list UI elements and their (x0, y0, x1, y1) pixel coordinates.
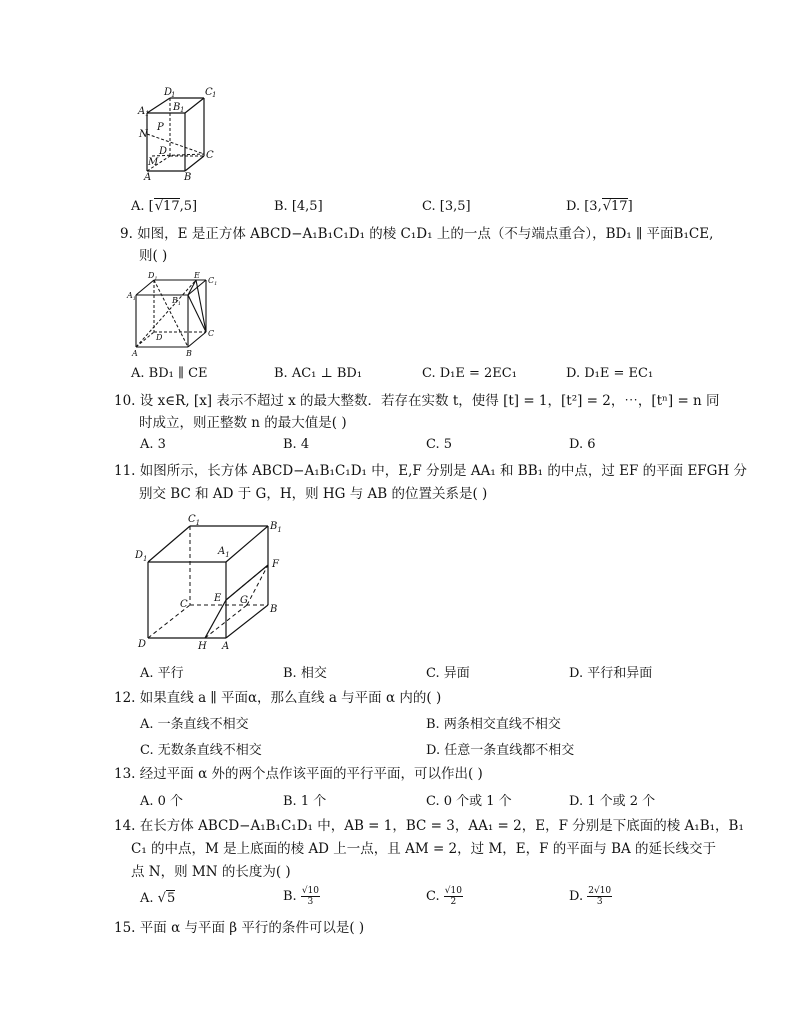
q9-option-d[interactable]: D. D₁E = EC₁ (566, 366, 654, 381)
svg-text:G: G (240, 595, 248, 606)
svg-text:A1: $A_1$ (218, 546, 230, 559)
svg-text:E: E (194, 271, 200, 280)
q8-label-A: A (144, 172, 152, 181)
q11-stem-line2: 别交 BC 和 AD 于 G，H，则 HG 与 AB 的位置关系是( ) (139, 486, 488, 502)
svg-text:1: 1 (180, 106, 185, 114)
svg-text:1: 1 (212, 91, 217, 99)
q9-option-a[interactable]: A. BD₁ ∥ CE (131, 366, 208, 381)
q11-stem-line1: 11. 如图所示，长方体 ABCD−A₁B₁C₁D₁ 中，E,F 分别是 AA₁ 和 BB₁ 的中点，过 EF 的平面 EFGH 分 (114, 463, 748, 479)
svg-text:D1: $D_1$ (135, 550, 148, 563)
q8-figure (130, 86, 225, 181)
svg-text:1: 1 (171, 91, 176, 99)
fraction: $\frac{√10}{2}$ (444, 886, 462, 907)
q12-option-c[interactable]: C. 无数条直线不相交 (140, 743, 262, 758)
sqrt-symbol: √17 (154, 199, 180, 214)
q8-label-N: N (139, 129, 148, 140)
q13-stem-line1: 13. 经过平面 α 外的两个点作该平面的平行平面，可以作出( ) (114, 766, 483, 782)
q12-option-d[interactable]: D. 任意一条直线都不相交 (426, 743, 575, 758)
svg-text:B1: $B_1$ (270, 521, 282, 534)
q10-stem-line1: 10. 设 x∈R, [x] 表示不超过 x 的最大整数．若存在实数 t，使得 [t] = 1，[t²] = 2，⋯，[tⁿ] = n 同 (114, 393, 720, 409)
q9-option-c[interactable]: C. D₁E = 2EC₁ (422, 366, 517, 381)
svg-text:D: D (156, 333, 163, 342)
q8-label-D1: D (164, 87, 173, 98)
svg-text:D: D (138, 639, 147, 650)
q8-option-b[interactable]: B. [4,5] (274, 199, 323, 214)
q8-label-C: C (206, 150, 214, 161)
q8-label-C1: C (205, 87, 213, 98)
q15-stem-line1: 15. 平面 α 与平面 β 平行的条件可以是( ) (114, 920, 365, 936)
sqrt-symbol: 5 (166, 891, 176, 906)
q10-option-a[interactable]: A. 3 (140, 437, 166, 452)
q12-stem-line1: 12. 如果直线 a ∥ 平面α，那么直线 a 与平面 α 内的( ) (114, 690, 442, 706)
svg-text:F: F (272, 559, 279, 570)
q14-stem-line1: 14. 在长方体 ABCD−A₁B₁C₁D₁ 中，AB = 1，BC = 3，AA₁ = 2，E，F 分别是下底面的棱 A₁B₁，B₁ (114, 818, 744, 834)
q11-figure (130, 512, 290, 654)
q8-label-B: B (184, 172, 192, 181)
q14-stem-line3: 点 N，则 MN 的长度为( ) (131, 864, 291, 880)
svg-text:A: A (222, 641, 230, 652)
q8-label-M: M (148, 157, 159, 168)
q8-label-A1: A (138, 106, 146, 117)
svg-text:E: E (214, 593, 222, 604)
q13-option-d[interactable]: D. 1 个或 2 个 (569, 794, 656, 809)
q12-number: 12. (114, 690, 136, 706)
svg-text:B: B (270, 604, 278, 615)
q14-option-c[interactable]: C. $\frac{√10}{2}$ (426, 886, 462, 907)
svg-text:C1: $C_1$ (208, 276, 218, 287)
q8-label-D: D (159, 146, 168, 157)
q11-option-a[interactable]: A. 平行 (140, 666, 184, 681)
q10-stem-line2: 时成立，则正整数 n 的最大值是( ) (139, 415, 347, 431)
q8-option-a[interactable]: A. [√17,5] (131, 199, 198, 214)
q8-label-P: P (157, 122, 164, 133)
q14-option-d[interactable]: D. $\frac{2√10}{3}$ (569, 886, 612, 907)
fraction: $\frac{2√10}{3}$ (588, 886, 612, 907)
q9-figure (126, 270, 221, 360)
q8-option-d[interactable]: D. [3,√17] (566, 199, 633, 214)
q11-option-c[interactable]: C. 异面 (426, 666, 470, 681)
q11-number: 11. (114, 463, 136, 479)
q14-option-b[interactable]: B. $\frac{√10}{3}$ (283, 886, 320, 907)
q13-option-a[interactable]: A. 0 个 (140, 794, 184, 809)
q14-stem-line2: C₁ 的中点，M 是上底面的棱 AD 上一点，且 AM = 2，过 M，E，F 的平面与 BA 的延长线交于 (131, 841, 717, 857)
q14-option-a[interactable]: A. √5 (140, 891, 176, 906)
q9-option-b[interactable]: B. AC₁ ⊥ BD₁ (274, 366, 363, 381)
q12-option-b[interactable]: B. 两条相交直线不相交 (426, 717, 561, 732)
q9-stem-line1: 9. 如图，E 是正方体 ABCD−A₁B₁C₁D₁ 的棱 C₁D₁ 上的一点（不与端点重合），BD₁ ∥ 平面B₁CE, (120, 226, 714, 242)
svg-text:C1: $C_1$ (188, 514, 201, 527)
svg-text:D1: $D_1$ (148, 271, 158, 282)
q8-label-B1: B (173, 102, 181, 113)
svg-text:A1: $A_1$ (127, 291, 136, 302)
fraction: $\frac{√10}{3}$ (301, 886, 320, 907)
q15-number: 15. (114, 920, 136, 936)
q13-option-c[interactable]: C. 0 个或 1 个 (426, 794, 512, 809)
svg-text:C: C (180, 599, 188, 610)
svg-text:B: B (186, 349, 192, 358)
q13-number: 13. (114, 766, 136, 782)
q9-number: 9. (120, 226, 133, 242)
svg-text:C: C (208, 329, 215, 338)
svg-text:1: 1 (145, 110, 150, 118)
q14-number: 14. (114, 818, 136, 834)
q8-option-c[interactable]: C. [3,5] (422, 199, 471, 214)
q12-option-a[interactable]: A. 一条直线不相交 (140, 717, 249, 732)
q10-option-c[interactable]: C. 5 (426, 437, 453, 452)
q11-option-b[interactable]: B. 相交 (283, 666, 327, 681)
svg-text:A: A (132, 349, 138, 358)
sqrt-symbol: √17 (602, 199, 628, 214)
svg-text:H: H (198, 641, 207, 652)
q10-option-b[interactable]: B. 4 (283, 437, 310, 452)
q13-option-b[interactable]: B. 1 个 (283, 794, 327, 809)
q10-option-d[interactable]: D. 6 (569, 437, 596, 452)
q11-option-d[interactable]: D. 平行和异面 (569, 666, 653, 681)
q10-number: 10. (114, 393, 136, 409)
q9-stem-line2: 则( ) (139, 248, 168, 264)
svg-text:B1: $B_1$ (172, 296, 182, 307)
